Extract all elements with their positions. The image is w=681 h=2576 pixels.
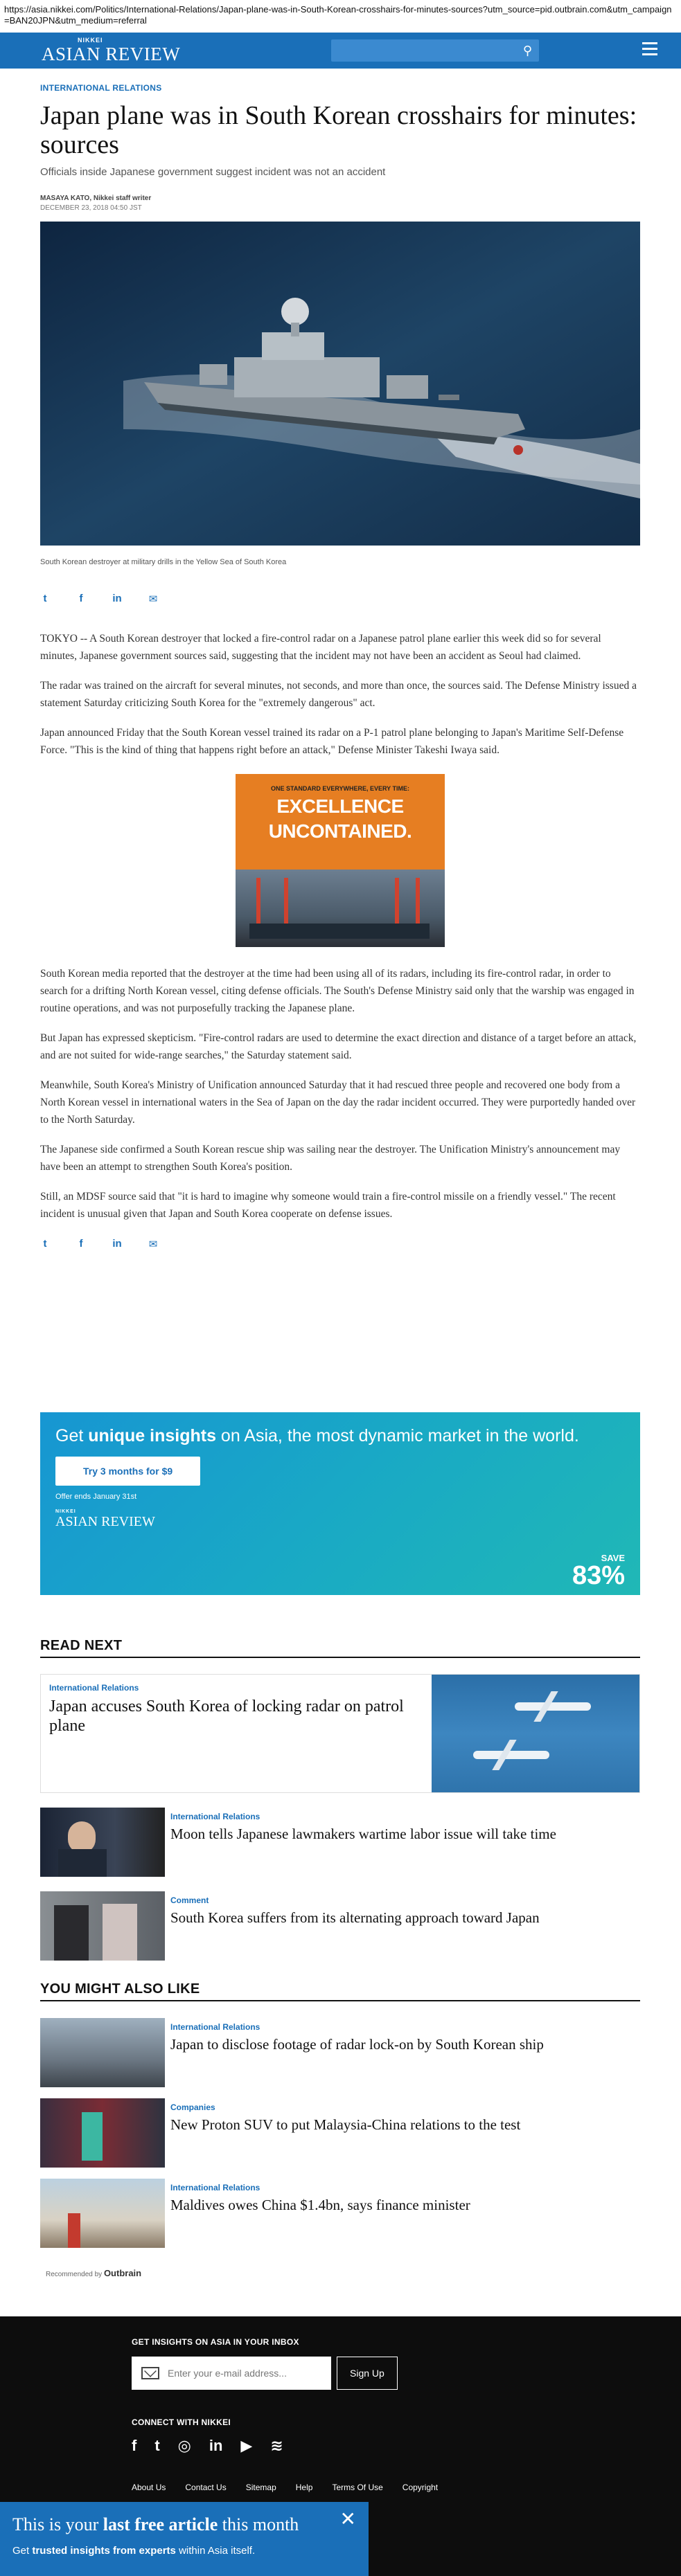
signup-button[interactable]: Sign Up [337, 2357, 398, 2390]
email-input[interactable] [132, 2357, 331, 2390]
related-category[interactable]: International Relations [170, 2183, 260, 2192]
logo-small-text: NIKKEI [78, 37, 103, 44]
moon-photo [40, 1808, 165, 1877]
related-category[interactable]: International Relations [170, 2022, 260, 2032]
footer-link-sitemap[interactable]: Sitemap [245, 2483, 276, 2492]
related-title[interactable]: Maldives owes China $1.4bn, says finance minister [170, 2197, 470, 2213]
related-title[interactable]: New Proton SUV to put Malaysia-China relations to the test [170, 2116, 521, 2133]
related-category[interactable]: International Relations [170, 1812, 260, 1821]
image-caption: South Korean destroyer at military drills in the Yellow Sea of South Korea [40, 558, 287, 566]
also-like-item[interactable] [40, 2018, 640, 2087]
ad-tagline: ONE STANDARD EVERYWHERE, EVERY TIME: [270, 785, 410, 792]
youtube-icon[interactable]: ▶ [240, 2437, 253, 2454]
related-title[interactable]: Japan accuses South Korea of locking radar on patrol plane [49, 1697, 404, 1735]
share-bar-bottom [40, 1238, 640, 1250]
article-title: Japan plane was in South Korean crosshairs for minutes: sources [40, 101, 637, 159]
section-divider [40, 2000, 640, 2001]
article-paragraph: The Japanese side confirmed a South Korean rescue ship was sailing near the destroyer. The Unification Ministry's announcement may have been an attempt to strengthen South Korea's position. [40, 1144, 621, 1173]
article-subtitle: Officials inside Japanese government suggest incident was not an accident [40, 166, 386, 178]
paywall-subtitle: Get trusted insights from experts within Asia itself. [12, 2545, 256, 2557]
footer-links [132, 2483, 547, 2492]
twitter-icon[interactable]: t [43, 593, 47, 604]
email-icon[interactable]: ✉ [148, 1239, 158, 1250]
article [40, 83, 640, 1250]
section-divider [40, 1657, 640, 1658]
article-paragraph: Japan announced Friday that the South Korean vessel trained its radar on a P-1 patrol plane belonging to Japan's Maritime Self-Defense Force. "This is the kind of thing that happens right before an attack," Defense Minister Takeshi Iwaya said. [40, 727, 624, 756]
search-box[interactable] [331, 39, 539, 62]
footer-link-help[interactable]: Help [295, 2483, 313, 2492]
related-title[interactable]: Moon tells Japanese lawmakers wartime labor issue will take time [170, 1826, 556, 1842]
related-title[interactable]: South Korea suffers from its alternating approach toward Japan [170, 1909, 540, 1926]
destroyer-photo [40, 222, 640, 546]
read-next-heading: READ NEXT [40, 1638, 123, 1653]
linkedin-icon[interactable]: in [112, 1238, 122, 1250]
facebook-icon[interactable]: f [79, 593, 83, 604]
facebook-icon[interactable]: f [79, 1238, 83, 1250]
proton-suv-photo [40, 2098, 165, 2168]
close-icon[interactable]: ✕ [339, 2508, 356, 2530]
read-next-item[interactable] [40, 1808, 640, 1877]
article-byline: MASAYA KATO, Nikkei staff writer [40, 195, 152, 202]
promo-offer-text: Offer ends January 31st [55, 1493, 137, 1501]
article-date: DECEMBER 23, 2018 04:50 JST [40, 204, 142, 212]
article-paragraph: Still, an MDSF source said that "it is hard to imagine why someone would train a fire-control missile on a friendly vessel." The recent incident is unusual given that Japan and South Korea cooperate on defense issues. [40, 1191, 616, 1220]
site-header [0, 33, 681, 69]
email-icon[interactable]: ✉ [148, 593, 158, 605]
promo-logo: NIKKEI ASIAN REVIEW [55, 1509, 155, 1529]
article-paragraph: South Korean media reported that the destroyer at the time had been using all of its radars, including its fire-control radar, in order to search for a drifting North Korean vessel, citing defense officials. The South's Defense Ministry said only that the warship was engaged in routine operations, and was not purposefully tracking the Japanese plane. [40, 968, 635, 1014]
email-placeholder: Enter your e-mail address... [168, 2368, 287, 2379]
article-category[interactable]: INTERNATIONAL RELATIONS [40, 83, 162, 93]
leaders-photo [40, 1891, 165, 1961]
article-hero-image [40, 222, 640, 546]
related-category[interactable]: International Relations [49, 1683, 139, 1693]
also-like-heading: YOU MIGHT ALSO LIKE [40, 1981, 200, 1997]
outbrain-credit[interactable]: Recommended by Outbrain [46, 2268, 142, 2278]
url-text: https://asia.nikkei.com/Politics/International-Relations/Japan-plane-was-in-South-Korean-crosshairs-for-minutes-sources?utm_source=pid.outbrain.com&utm_campaign=BAN20JPN&utm_medium=referral [4, 4, 672, 26]
related-category[interactable]: Companies [170, 2102, 215, 2112]
maldives-photo [40, 2179, 165, 2248]
ad-headline-line-1: EXCELLENCE [276, 795, 404, 817]
ship-deck-photo [40, 2018, 165, 2087]
social-links [132, 2437, 547, 2455]
hamburger-menu-icon[interactable] [642, 42, 657, 59]
also-like-item[interactable] [40, 2098, 640, 2168]
site-logo[interactable] [42, 37, 180, 65]
paywall-banner [0, 2502, 369, 2576]
mail-icon [141, 2367, 159, 2379]
related-category[interactable]: Comment [170, 1895, 209, 1905]
instagram-icon[interactable]: ◎ [177, 2437, 191, 2454]
facebook-icon[interactable]: f [132, 2437, 137, 2454]
ad-port-image [236, 870, 445, 947]
patrol-plane-image [432, 1675, 639, 1792]
linkedin-icon[interactable]: in [112, 593, 122, 604]
footer-link-contact[interactable]: Contact Us [185, 2483, 227, 2492]
paywall-title: This is your last free article this month [12, 2514, 299, 2534]
read-next-item[interactable] [40, 1891, 640, 1961]
twitter-icon[interactable]: t [43, 1238, 47, 1250]
outbrain-logo: Outbrain [103, 2268, 142, 2278]
footer-link-about[interactable]: About Us [132, 2483, 166, 2492]
footer-link-terms[interactable]: Terms Of Use [332, 2483, 383, 2492]
subscribe-button[interactable]: Try 3 months for $9 [55, 1457, 200, 1486]
ad-headline-line-2: UNCONTAINED. [268, 820, 412, 842]
article-paragraph: Meanwhile, South Korea's Ministry of Unification announced Saturday that it had rescued three people and recovered one body from a North Korean vessel in international waters in the Sea of Japan on the day the radar incident occurred. They were purportedly handed over to the North Saturday. [40, 1079, 636, 1126]
rss-icon[interactable]: ≋ [270, 2437, 283, 2454]
article-paragraph: TOKYO -- A South Korean destroyer that locked a fire-control radar on a Japanese patrol plane earlier this week did so for several minutes, Japanese government sources said, suggesting that the incident may not have been an accident as Seoul had claimed. [40, 633, 601, 662]
search-icon[interactable]: ⚲ [522, 44, 532, 57]
article-paragraph: But Japan has expressed skepticism. "Fire-control radars are used to determine the exact direction and distance of a target before an attack, and are not suited for wide-range searches," the Saturday statement said. [40, 1032, 637, 1061]
article-body [40, 630, 640, 1223]
save-badge: SAVE 83% [572, 1553, 625, 1590]
read-next-featured[interactable] [40, 1674, 640, 1793]
share-bar-top [40, 593, 640, 605]
also-like-item[interactable] [40, 2179, 640, 2248]
article-paragraph: The radar was trained on the aircraft for several minutes, not seconds, and more than once, the sources said. The Defense Ministry issued a statement Saturday criticizing South Korea for the "extremely dangerous" act. [40, 680, 637, 709]
display-advertisement[interactable] [236, 774, 445, 947]
connect-heading: CONNECT WITH NIKKEI [132, 2417, 231, 2427]
logo-big-text: ASIAN REVIEW [42, 44, 181, 64]
related-title[interactable]: Japan to disclose footage of radar lock-on by South Korean ship [170, 2036, 544, 2053]
twitter-icon[interactable]: t [154, 2437, 160, 2454]
newsletter-heading: GET INSIGHTS ON ASIA IN YOUR INBOX [132, 2337, 299, 2347]
subscription-promo [40, 1412, 640, 1595]
linkedin-icon[interactable]: in [209, 2437, 223, 2454]
footer-link-copyright[interactable]: Copyright [402, 2483, 439, 2492]
promo-title: Get unique insights on Asia, the most dynamic market in the world. [55, 1426, 579, 1445]
